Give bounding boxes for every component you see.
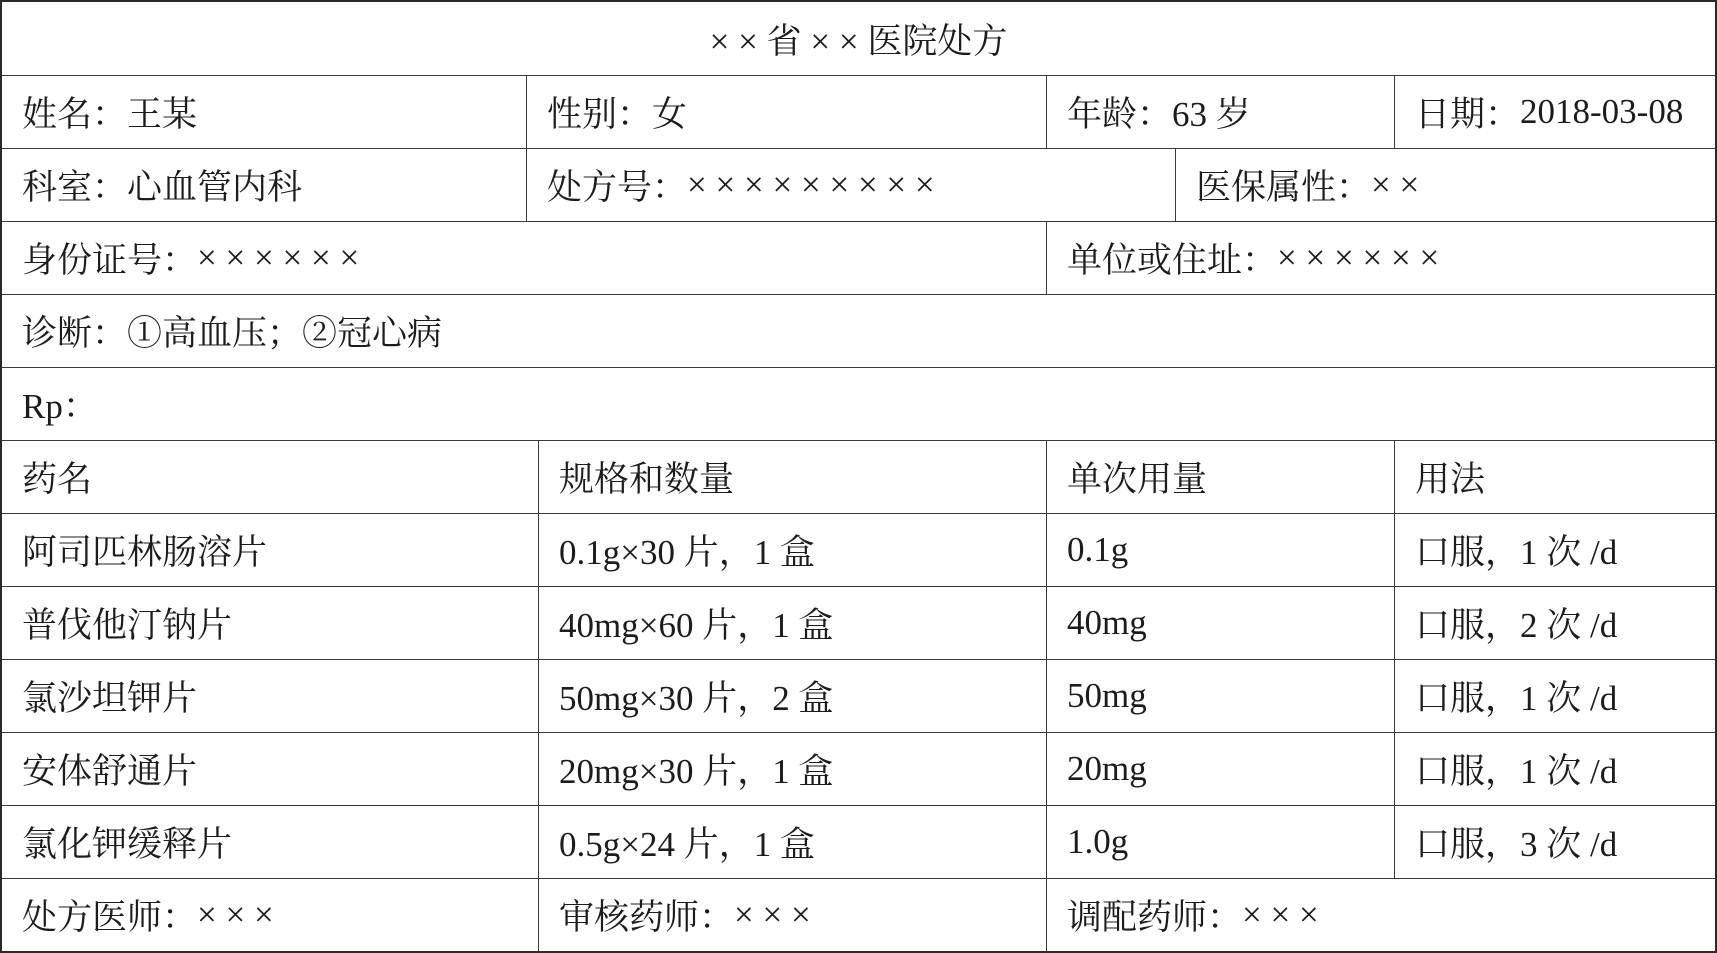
- address-label: 单位或住址：: [1067, 241, 1278, 280]
- prescriber-value: × × ×: [197, 895, 274, 934]
- reviewer-value: × × ×: [734, 895, 811, 934]
- department-cell: [2, 149, 526, 221]
- drug-name: 安体舒通片: [22, 752, 198, 791]
- signature-row: [2, 878, 1715, 951]
- drug-name: 普伐他汀钠片: [22, 606, 233, 645]
- drug-spec: 0.5g×24 片，1 盒: [538, 806, 1046, 878]
- patient-sex-label: 性别：: [547, 95, 653, 134]
- prescription-date-value: 2018-03-08: [1520, 92, 1684, 131]
- drug-usage: 口服，2 次 /d: [1394, 587, 1715, 659]
- prescription-number-value: × × × × × × × × ×: [687, 165, 935, 204]
- department-row: [2, 148, 1715, 221]
- diagnosis-label: 诊断：: [22, 314, 128, 353]
- prescription-title: × × 省 × × 医院处方: [709, 21, 1008, 61]
- patient-info-row: [2, 75, 1715, 148]
- drug-dose: 20mg: [1046, 733, 1394, 805]
- drug-name: 氯化钾缓释片: [22, 825, 233, 864]
- prescription-number-cell: [526, 149, 1175, 221]
- patient-age-value: 63 岁: [1172, 95, 1251, 134]
- reviewer-label: 审核药师：: [559, 898, 735, 937]
- prescriber-label: 处方医师：: [22, 898, 198, 937]
- table-row: [2, 732, 1715, 805]
- patient-sex-cell: [526, 76, 1046, 148]
- patient-age-cell: [1046, 76, 1394, 148]
- id-number-value: × × × × × ×: [197, 238, 360, 277]
- reviewer-cell: [538, 879, 1046, 951]
- department-value: 心血管内科: [127, 168, 303, 207]
- table-row: [2, 513, 1715, 586]
- address-value: × × × × × ×: [1277, 238, 1440, 277]
- diagnosis-cell: [2, 295, 1715, 367]
- drug-usage: 口服，1 次 /d: [1394, 660, 1715, 732]
- dispenser-cell: [1046, 879, 1715, 951]
- diagnosis-row: [2, 294, 1715, 367]
- insurance-value: × ×: [1371, 165, 1420, 204]
- department-label: 科室：: [22, 168, 128, 207]
- patient-name-label: 姓名：: [22, 95, 128, 134]
- drug-dose: 0.1g: [1046, 514, 1394, 586]
- medication-header-row: [2, 440, 1715, 513]
- column-header-spec: 规格和数量: [538, 441, 1046, 513]
- drug-usage: 口服，3 次 /d: [1394, 806, 1715, 878]
- patient-name-value: 王某: [127, 95, 198, 134]
- column-header-drug-name: 药名: [22, 460, 93, 499]
- column-header-dose: 单次用量: [1046, 441, 1394, 513]
- id-number-cell: [2, 222, 1046, 294]
- insurance-label: 医保属性：: [1196, 168, 1372, 207]
- drug-dose: 1.0g: [1046, 806, 1394, 878]
- drug-usage: 口服，1 次 /d: [1394, 514, 1715, 586]
- drug-dose: 50mg: [1046, 660, 1394, 732]
- patient-sex-value: 女: [652, 95, 688, 134]
- drug-usage: 口服，1 次 /d: [1394, 733, 1715, 805]
- prescription-date-cell: [1394, 76, 1715, 148]
- insurance-cell: [1175, 149, 1715, 221]
- rp-row: [2, 367, 1715, 440]
- drug-name: 氯沙坦钾片: [22, 679, 198, 718]
- prescription-date-label: 日期：: [1415, 95, 1521, 134]
- diagnosis-value: ①高血压；②冠心病: [127, 314, 443, 353]
- drug-spec: 0.1g×30 片，1 盒: [538, 514, 1046, 586]
- drug-spec: 20mg×30 片，1 盒: [538, 733, 1046, 805]
- rp-label: Rp：: [22, 387, 98, 426]
- patient-age-label: 年龄：: [1067, 95, 1173, 134]
- drug-spec: 50mg×30 片，2 盒: [538, 660, 1046, 732]
- table-row: [2, 805, 1715, 878]
- dispenser-value: × × ×: [1242, 895, 1319, 934]
- patient-name-cell: [2, 76, 526, 148]
- dispenser-label: 调配药师：: [1067, 898, 1243, 937]
- prescription-number-label: 处方号：: [547, 168, 688, 207]
- column-header-usage: 用法: [1394, 441, 1715, 513]
- address-cell: [1046, 222, 1715, 294]
- table-row: [2, 586, 1715, 659]
- prescriber-cell: [2, 879, 538, 951]
- drug-spec: 40mg×60 片，1 盒: [538, 587, 1046, 659]
- table-row: [2, 659, 1715, 732]
- title-row: [2, 2, 1715, 75]
- drug-name: 阿司匹林肠溶片: [22, 533, 268, 572]
- identity-row: [2, 221, 1715, 294]
- drug-dose: 40mg: [1046, 587, 1394, 659]
- id-number-label: 身份证号：: [22, 241, 198, 280]
